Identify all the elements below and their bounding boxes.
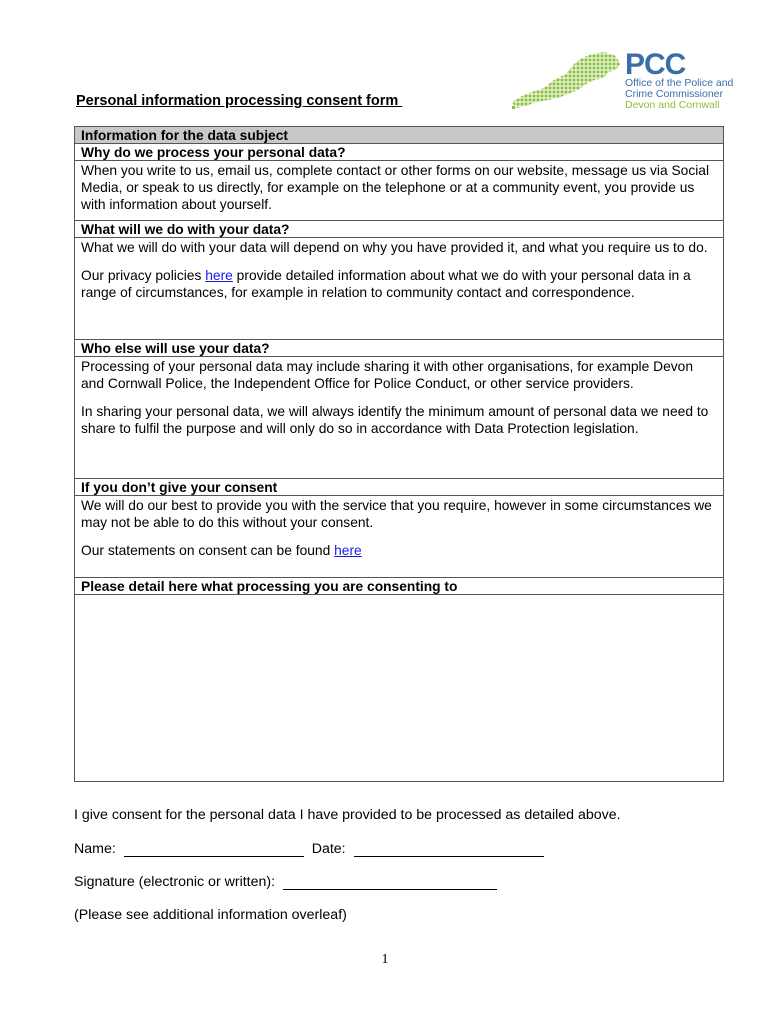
devon-cornwall-map-icon	[508, 50, 624, 112]
date-label: Date:	[311, 841, 346, 857]
section-heading-consent: If you don’t give your consent	[75, 479, 723, 496]
section-heading-what: What will we do with your data?	[75, 221, 723, 238]
section-heading-why: Why do we process your personal data?	[75, 144, 723, 161]
logo-line-3: Devon and Cornwall	[625, 99, 720, 111]
date-field[interactable]	[354, 841, 544, 857]
logo-line-2: Crime Commissioner	[625, 88, 724, 100]
table-header: Information for the data subject	[75, 127, 723, 144]
page-number: 1	[381, 952, 389, 967]
section-heading-who: Who else will use your data?	[75, 340, 723, 357]
signature-row	[74, 874, 497, 890]
form-title: Personal information processing consent form	[76, 93, 403, 109]
overleaf-note: (Please see additional information overleaf)	[74, 907, 347, 923]
section-body-what	[75, 238, 723, 340]
section-body-who	[75, 357, 723, 479]
logo-line-1: Office of the Police and	[625, 77, 734, 89]
section-heading-processing-detail: Please detail here what processing you are consenting to	[75, 578, 723, 595]
consent-statement: I give consent for the personal data I have provided to be processed as detailed above.	[74, 807, 621, 823]
paragraph: We will do our best to provide you with the service that you require, however in some circumstances we may not be able to do this without your consent.	[81, 498, 712, 530]
paragraph: Processing of your personal data may include sharing it with other organisations, for example Devon and Cornwall Police, the Independent Office for Police Conduct, or other service providers.	[81, 359, 693, 391]
privacy-policies-link[interactable]: here	[205, 268, 233, 283]
text-span: Our statements on consent can be found	[81, 543, 335, 558]
consent-statements-link[interactable]: here	[334, 543, 362, 558]
paragraph	[81, 542, 717, 559]
paragraph	[81, 267, 717, 301]
paragraph: What we will do with your data will depend on why you have provided it, and what you require us to do.	[81, 240, 708, 255]
processing-detail-field[interactable]	[75, 595, 723, 781]
signature-field[interactable]	[283, 874, 497, 890]
logo-abbrev: PCC	[625, 48, 686, 81]
text-span: Our privacy policies	[81, 268, 206, 283]
text-span: provide detailed information about what we do with your personal data in a range of circumstances, for example in relation to community contact and correspondence.	[81, 268, 691, 300]
name-date-row	[74, 841, 544, 857]
information-table	[74, 126, 724, 782]
section-body-why	[75, 161, 723, 221]
paragraph: When you write to us, email us, complete contact or other forms on our website, message us via Social Media, or speak to us directly, for example on the telephone or at a community event, you provide us with information about yourself.	[81, 163, 710, 212]
pcc-logo	[508, 50, 748, 112]
name-field[interactable]	[124, 841, 304, 857]
paragraph: In sharing your personal data, we will always identify the minimum amount of personal data we need to share to fulfil the purpose and will only do so in accordance with Data Protection legislation.	[81, 404, 709, 436]
signature-label: Signature (electronic or written):	[74, 874, 276, 890]
name-label: Name:	[74, 841, 116, 857]
section-body-consent	[75, 496, 723, 578]
